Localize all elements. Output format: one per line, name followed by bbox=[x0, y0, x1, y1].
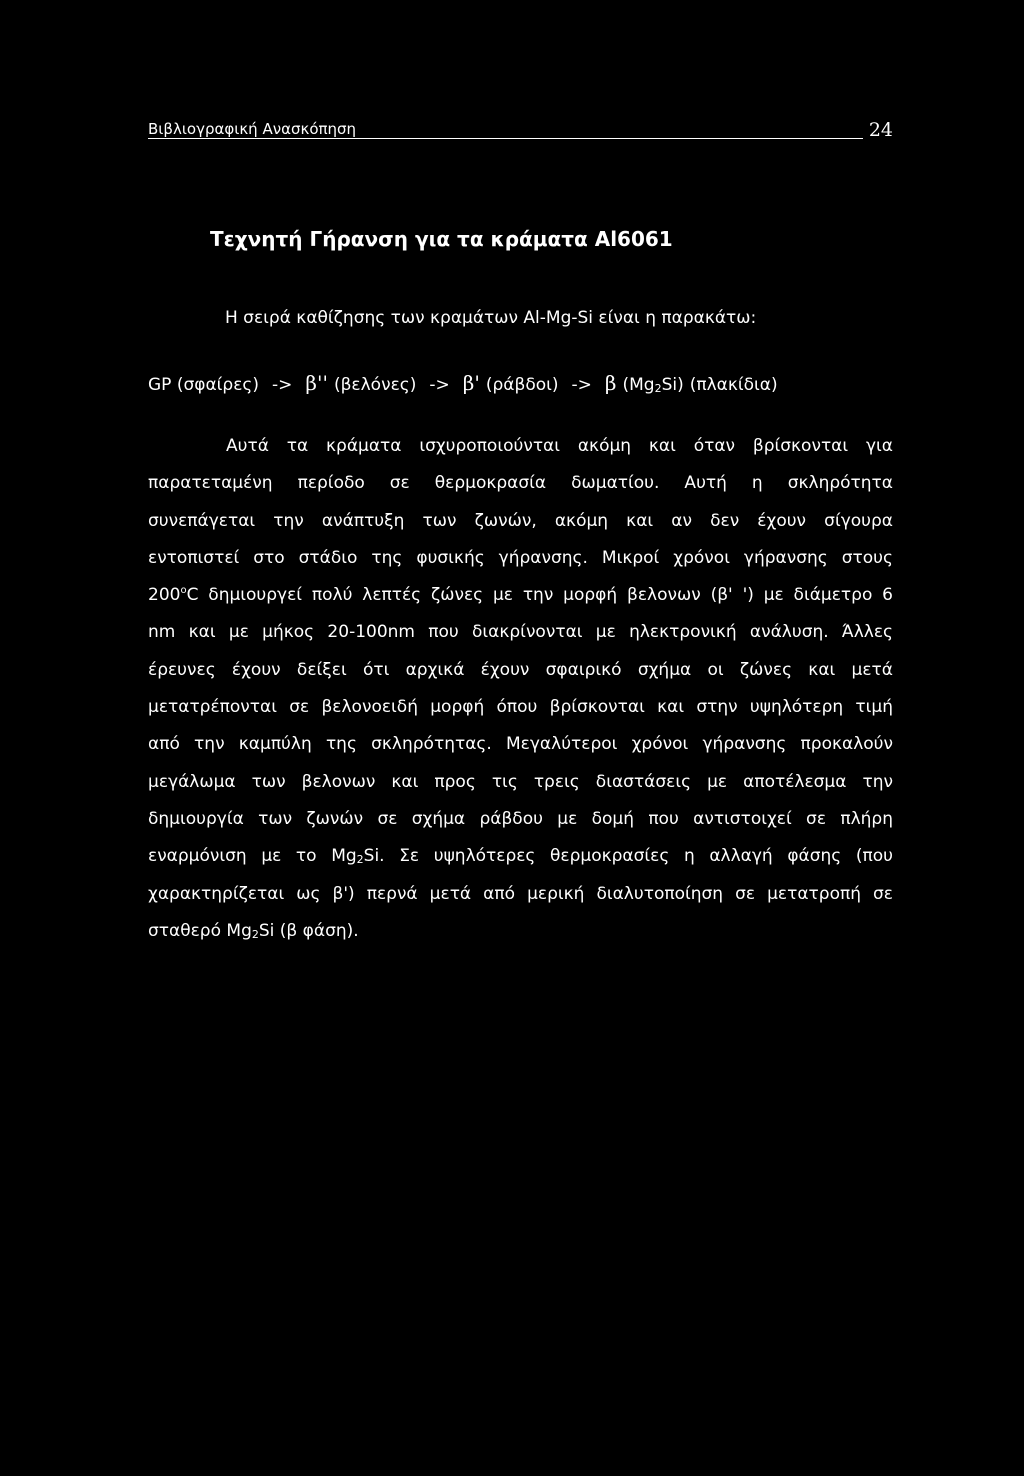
paragraph-line: χαρακτηρίζεται ως β') περνά μετά από μερική διαλυτοποίηση σε μετατροπή σε bbox=[148, 883, 893, 904]
paragraph-line: έρευνες έχουν δείξει ότι αρχικά έχουν σφαιρικό σχήμα οι ζώνες και μετά bbox=[148, 659, 893, 680]
sequence-beta: β bbox=[604, 371, 617, 395]
sequence-formula-open: (Mg bbox=[622, 375, 655, 395]
paragraph-line-text: Si. Σε υψηλότερες θερμοκρασίες η αλλαγή φάσης (που bbox=[363, 846, 893, 867]
paragraph-line: μετατρέπονται σε βελονοειδή μορφή όπου βρίσκονται και στην υψηλότερη τιμή bbox=[148, 697, 893, 718]
paragraph-line-text: C δημιουργεί πολύ λεπτές ζώνες με την μορφή βελονων (β' ') με διάμετρο 6 bbox=[186, 585, 893, 606]
page-number: 24 bbox=[868, 119, 893, 141]
paragraph-line-text: σταθερό Mg bbox=[148, 920, 252, 941]
paragraph-line: εντοπιστεί στο στάδιο της φυσικής γήρανσης. Μικροί χρόνοι γήρανσης στους bbox=[148, 547, 893, 568]
section-title: Τεχνητή Γήρανση για τα κράματα Al6061 bbox=[210, 227, 673, 251]
sequence-beta-prime: β' bbox=[462, 371, 480, 395]
running-header bbox=[148, 118, 893, 148]
sequence-formula-subscript: 2 bbox=[654, 382, 662, 395]
running-title: Βιβλιογραφική Ανασκόπηση bbox=[148, 120, 357, 138]
paragraph-line: μεγάλωμα των βελονων και προς τις τρεις διαστάσεις με αποτέλεσμα την bbox=[148, 771, 893, 792]
sequence-plates: (πλακίδια) bbox=[689, 375, 778, 395]
header-rule bbox=[148, 138, 863, 139]
sequence-arrow: -> bbox=[571, 375, 592, 395]
intro-sentence: Η σειρά καθίζησης των κραμάτων Al-Mg-Si είναι η παρακάτω: bbox=[225, 308, 757, 328]
paragraph-line bbox=[148, 577, 893, 614]
sequence-formula-close: Si) bbox=[661, 375, 684, 395]
sequence-needles: (βελόνες) bbox=[333, 375, 417, 395]
paragraph-line: δημιουργία των ζωνών σε σχήμα ράβδου με δομή που αντιστοιχεί σε πλήρη bbox=[148, 808, 893, 829]
paragraph-line bbox=[148, 838, 893, 875]
sequence-rods: (ράβδοι) bbox=[485, 375, 559, 395]
sequence-arrow: -> bbox=[272, 375, 293, 395]
formula-subscript: 2 bbox=[356, 853, 364, 867]
paragraph-line: από την καμπύλη της σκληρότητας. Μεγαλύτεροι χρόνοι γήρανσης προκαλούν bbox=[148, 734, 893, 755]
sequence-beta-double-prime: β'' bbox=[305, 371, 328, 395]
paragraph-line: συνεπάγεται την ανάπτυξη των ζωνών, ακόμη και αν δεν έχουν σίγουρα bbox=[148, 510, 893, 531]
precipitation-sequence bbox=[148, 370, 778, 398]
paragraph-line-text: εναρμόνιση με το Mg bbox=[148, 846, 357, 867]
paragraph-line bbox=[148, 913, 893, 950]
paragraph-line: Αυτά τα κράματα ισχυροποιούνται ακόμη και όταν βρίσκονται για bbox=[226, 436, 893, 456]
formula-subscript: 2 bbox=[251, 927, 259, 941]
sequence-gp: GP (σφαίρες) bbox=[148, 375, 259, 395]
sequence-arrow: -> bbox=[429, 375, 450, 395]
paragraph-line-text: Si (β φάση). bbox=[258, 920, 359, 941]
body-paragraph bbox=[148, 428, 893, 950]
paragraph-line: nm και με μήκος 20-100nm που διακρίνονται με ηλεκτρονική ανάλυση. Άλλες bbox=[148, 622, 893, 643]
temperature-value: 200 bbox=[148, 585, 181, 606]
paragraph-line: παρατεταμένη περίοδο σε θερμοκρασία δωματίου. Αυτή η σκληρότητα bbox=[148, 473, 893, 494]
degree-superscript: o bbox=[180, 585, 187, 597]
